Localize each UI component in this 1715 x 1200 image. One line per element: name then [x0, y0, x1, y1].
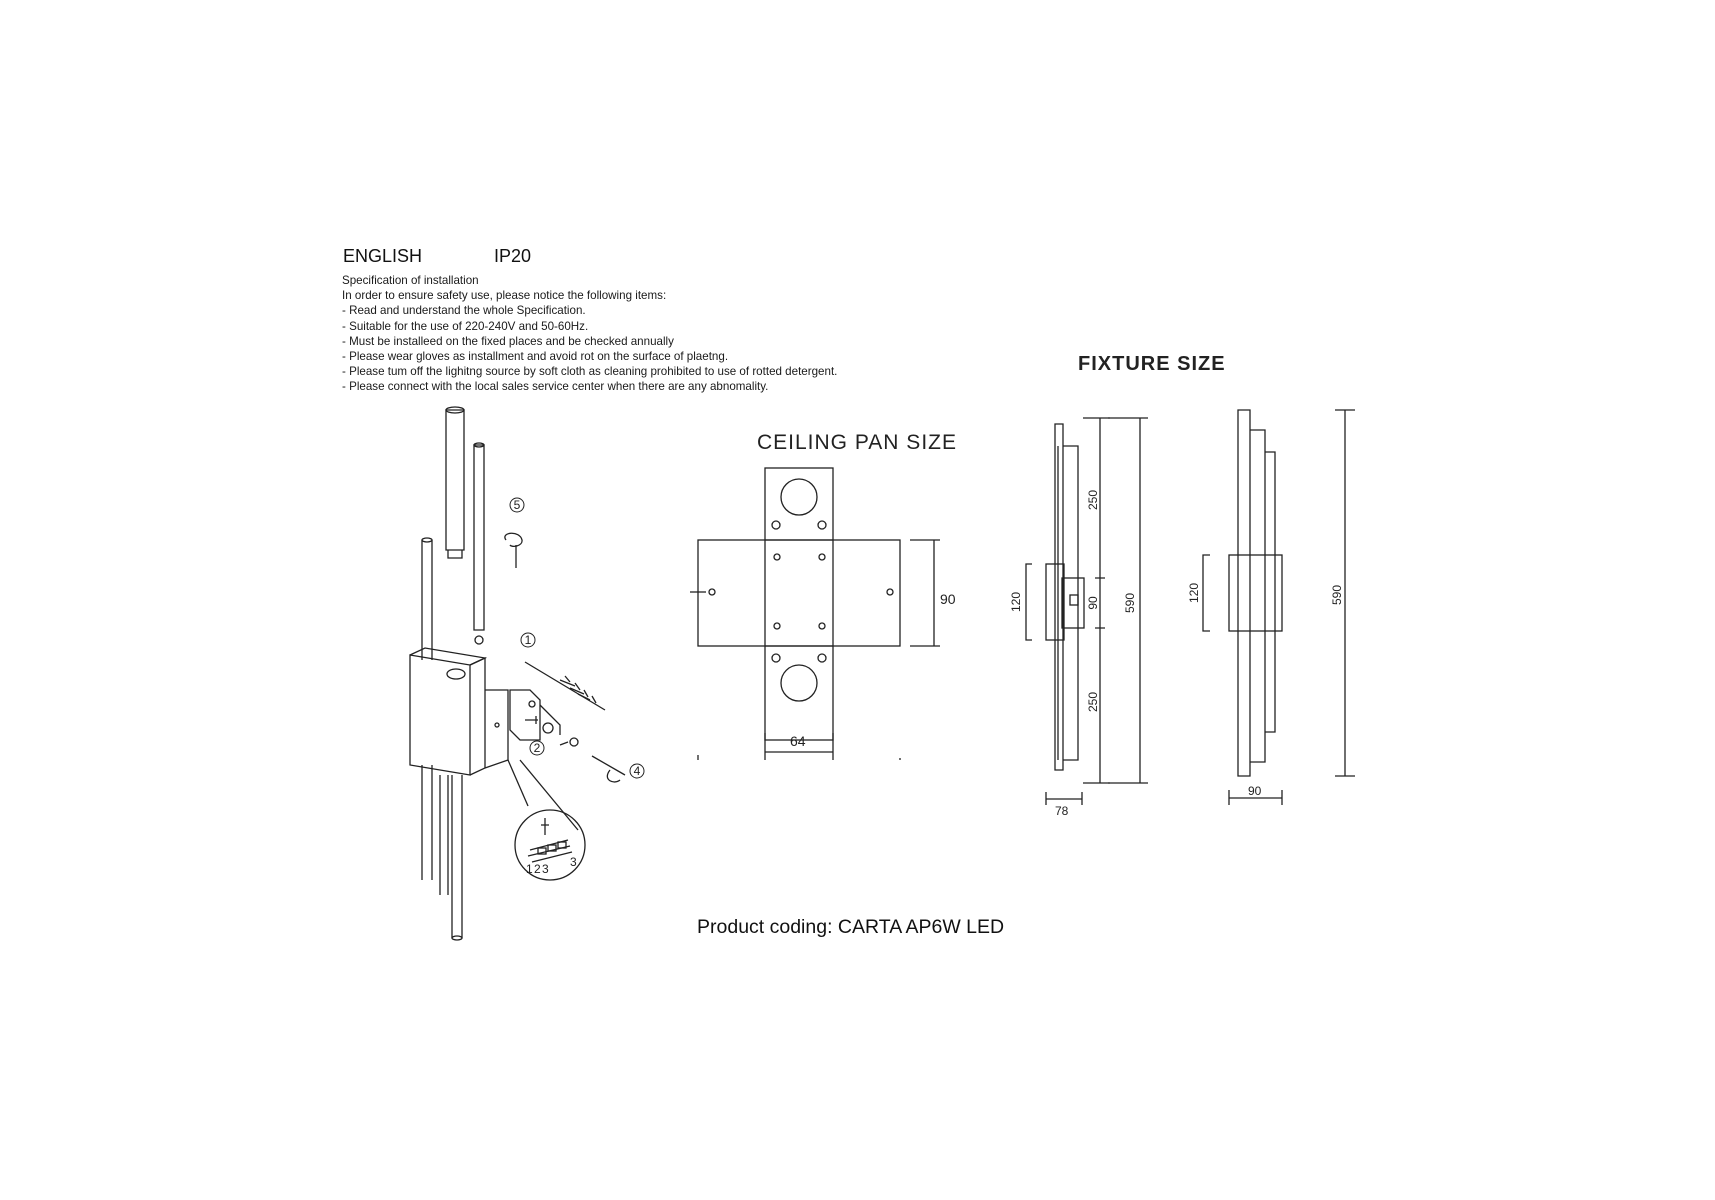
svg-text:5: 5 [513, 498, 521, 512]
step-5-callout [510, 498, 524, 512]
fixture-front-view [1203, 410, 1355, 805]
svg-text:2: 2 [533, 741, 541, 755]
front-base-width-dim: 90 [1248, 784, 1262, 798]
spec-item: - Suitable for the use of 220-240V and 50-60Hz. [342, 319, 589, 333]
detail-label: 2 [534, 862, 541, 876]
side-bottom-segment-dim: 250 [1086, 691, 1100, 713]
svg-text:1: 1 [524, 633, 532, 647]
side-base-width-dim: 78 [1055, 804, 1069, 818]
detail-label: 3 [542, 862, 549, 876]
product-coding: Product coding: CARTA AP6W LED [697, 916, 1005, 938]
spec-intro: In order to ensure safety use, please notice the following items: [342, 289, 667, 303]
spec-title: Specification of installation [342, 274, 479, 287]
detail-label: 1 [526, 862, 533, 876]
step-1-callout [521, 633, 535, 647]
ceiling-pan-title: CEILING PAN SIZE [757, 431, 957, 454]
spec-item: - Please connect with the local sales service center when there are any abnomality. [342, 380, 769, 394]
ceiling-pan-height-dim: 90 [940, 591, 956, 607]
side-top-segment-dim: 250 [1086, 489, 1100, 511]
language-label: ENGLISH [343, 246, 423, 266]
spec-item: - Read and understand the whole Specification. [342, 304, 586, 318]
front-total-height-dim: 590 [1330, 584, 1344, 606]
ceiling-pan-diagram [690, 468, 940, 760]
fixture-size-title: FIXTURE SIZE [1078, 353, 1226, 375]
spec-item: - Must be installeed on the fixed places and be checked annually [342, 334, 674, 348]
step-4-callout [630, 764, 644, 778]
ceiling-pan-width-dim: 64 [790, 733, 806, 749]
spec-item: - Please tum off the lighitng source by soft cloth as cleaning prohibited to use of rotted detergent. [342, 365, 838, 379]
detail-label: 3 [570, 855, 577, 869]
front-center-height-dim: 120 [1187, 582, 1201, 604]
ip-rating-label: IP20 [494, 246, 532, 266]
spec-item: - Please wear gloves as installment and avoid rot on the surface of plaetng. [342, 350, 729, 364]
svg-text:4: 4 [633, 764, 641, 778]
side-center-depth-dim: 90 [1086, 596, 1100, 610]
side-total-height-dim: 590 [1123, 592, 1137, 614]
side-center-height-dim: 120 [1009, 591, 1023, 613]
assembly-diagram [410, 407, 625, 940]
step-2-callout [530, 741, 544, 755]
